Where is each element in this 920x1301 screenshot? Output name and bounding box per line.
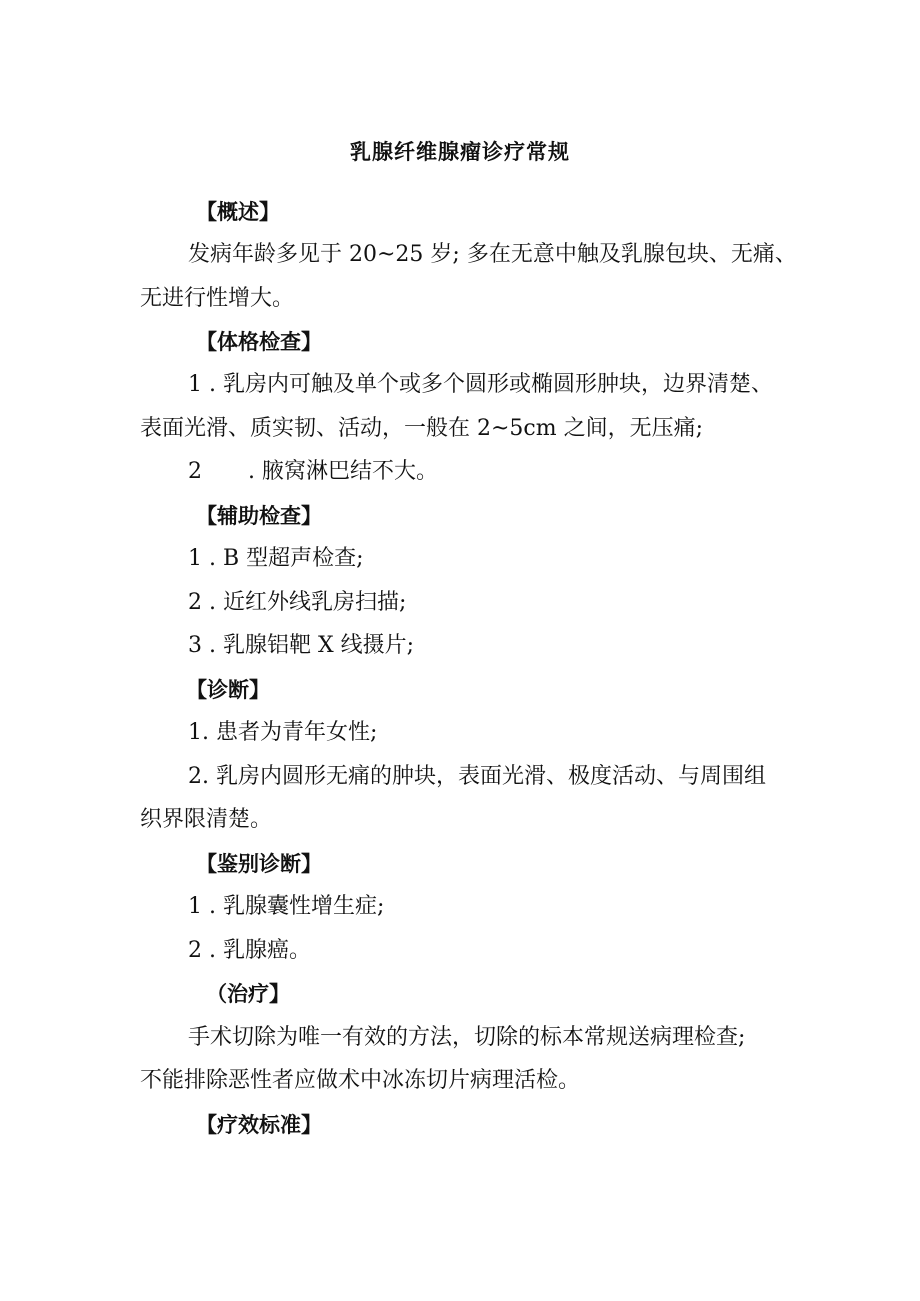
heading-efficacy-criteria: 【疗效标准】 (196, 1113, 322, 1137)
heading-overview: 【概述】 (196, 200, 280, 224)
paragraph-line: 织界限清楚。 (140, 807, 273, 832)
paragraph-line: 无进行性增大。 (140, 286, 295, 311)
list-item: 1. 患者为青年女性; (188, 720, 378, 745)
heading-physical-exam: 【体格检查】 (196, 330, 322, 354)
list-item: 1 . B 型超声检查; (188, 546, 364, 571)
list-item: 2 . 近红外线乳房扫描; (188, 590, 407, 615)
paragraph-line: 表面光滑、质实韧、活动，一般在 2~5cm 之间，无压痛; (140, 416, 704, 441)
list-item: . 腋窝淋巴结不大。 (248, 459, 438, 484)
paragraph-line: 不能排除恶性者应做术中冰冻切片病理活检。 (140, 1068, 581, 1093)
document-title: 乳腺纤维腺瘤诊疗常规 (350, 140, 570, 164)
paragraph-line: 发病年龄多见于 20~25 岁; 多在无意中触及乳腺包块、无痛、 (188, 242, 797, 267)
list-item: 2. 乳房内圆形无痛的肿块，表面光滑、极度活动、与周围组 (188, 764, 766, 789)
heading-auxiliary-exam: 【辅助检查】 (196, 504, 322, 528)
list-item: 2 . 乳腺癌。 (188, 938, 311, 963)
list-item: 1 . 乳腺囊性增生症; (188, 894, 385, 919)
list-item-number: 2 (188, 459, 202, 484)
heading-differential-diagnosis: 【鉴别诊断】 (196, 852, 322, 876)
paragraph-line: 手术切除为唯一有效的方法，切除的标本常规送病理检查; (188, 1025, 746, 1050)
list-item: 1 . 乳房内可触及单个或多个圆形或椭圆形肿块，边界清楚、 (188, 372, 773, 397)
heading-treatment: （治疗】 (206, 982, 290, 1006)
heading-diagnosis: 【诊断】 (186, 678, 270, 702)
list-item: 3 . 乳腺铝靶 X 线摄片; (188, 633, 415, 658)
